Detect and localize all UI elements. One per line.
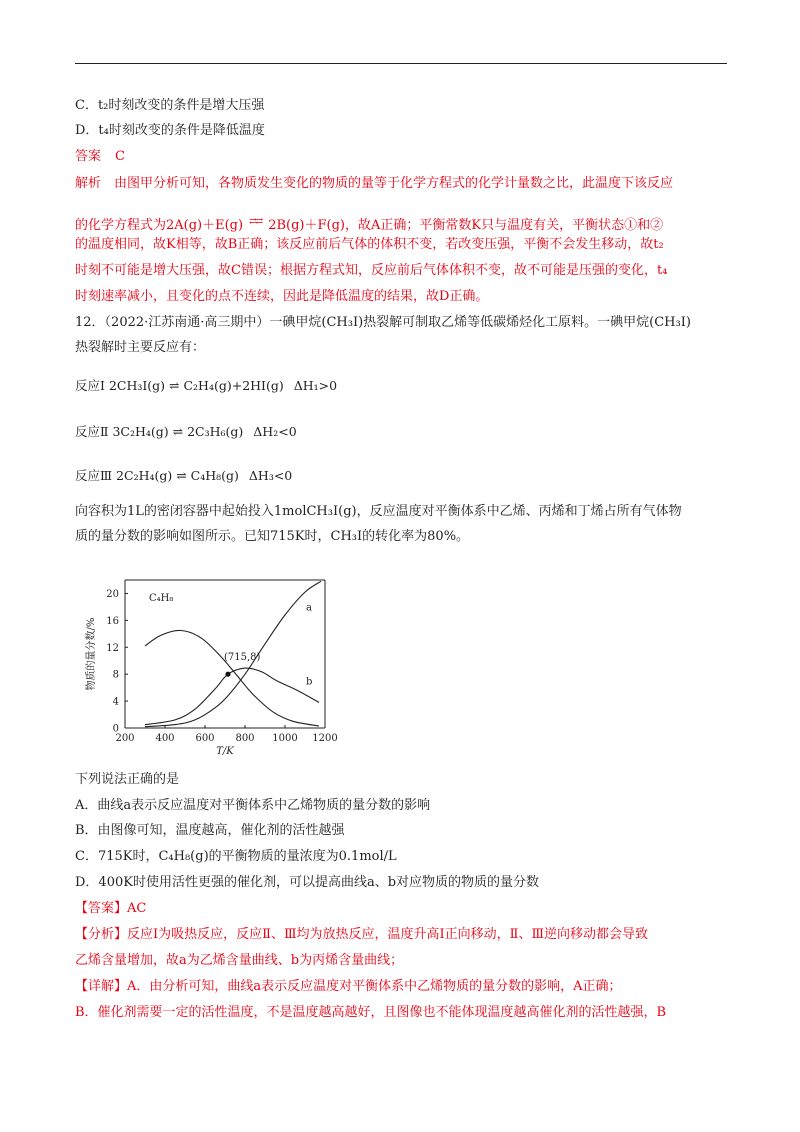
- reaction-label: 反应Ⅲ: [75, 468, 113, 483]
- fraction-vs-temperature-chart: [80, 572, 340, 772]
- reaction-enthalpy: ΔH₁>0: [293, 378, 338, 393]
- y-tick-label: 16: [106, 615, 119, 627]
- y-tick-label: 12: [106, 642, 119, 654]
- chart-svg: [80, 572, 340, 772]
- reaction-enthalpy: ΔH₂<0: [253, 424, 297, 439]
- y-axis-label: 物质的量分数/%: [86, 617, 97, 691]
- x-tick-label: 1200: [312, 733, 338, 744]
- x-tick-label: 800: [235, 733, 255, 744]
- y-tick-label: 0: [112, 723, 119, 735]
- option-d: D．400K时使用活性更强的催化剂，可以提高曲线a、b对应物质的物质的量分数: [75, 875, 540, 890]
- prev-analysis-line-5: 时刻速率减小，且变化的点不连续，因此是降低温度的结果，故D正确。: [75, 289, 489, 304]
- y-tick-label: 8: [112, 669, 119, 681]
- series-label-b: b: [306, 676, 313, 688]
- x-tick-label: 600: [195, 733, 215, 744]
- reaction-label: 反应Ⅱ: [75, 424, 109, 439]
- solution-analysis-cont: 乙烯含量增加，故a为乙烯含量曲线、b为丙烯含量曲线；: [75, 953, 404, 968]
- x-tick-label: 400: [155, 733, 175, 744]
- prev-option-d: D．t₄时刻改变的条件是降低温度: [75, 123, 265, 138]
- reaction-label: 反应Ⅰ: [75, 378, 105, 393]
- reaction-equation: 2CH₃I(g) ⇌ C₂H₄(g)+2HI(g): [108, 378, 284, 393]
- x-tick-label: 1000: [272, 733, 298, 744]
- y-tick-label: 4: [112, 696, 119, 708]
- context-line-2: 质的量分数的影响如图所示。已知715K时，CH₃I的转化率为80%。: [75, 529, 470, 544]
- annotation-label: (715,8): [224, 652, 261, 664]
- question-stem-2: 热裂解时主要反应有：: [75, 340, 206, 355]
- reaction-equation: 2C₂H₄(g) ⇌ C₄H₈(g): [116, 468, 239, 483]
- reaction-2: [75, 422, 297, 440]
- answer-value: C: [115, 149, 125, 164]
- question-stem-1: 12．（2022·江苏南通·高三期中）一碘甲烷(CH₃I)热裂解可制取乙烯等低碳烯烃化工原料。一碘甲烷(CH₃I): [75, 315, 691, 330]
- equilibrium-arrow-icon: ⇄⇄: [249, 217, 263, 227]
- prev-analysis-line-1: 解析 由图甲分析可知，各物质发生变化的物质的量等于化学方程式的化学计量数之比，此温度下该反应: [75, 176, 674, 191]
- prev-analysis-line-4: 时刻不可能是增大压强，故C错误；根据方程式知，反应前后气体体积不变，故不可能是压强的变化，t₄: [75, 263, 668, 278]
- equation-left: 的化学方程式为2A(g)＋E(g): [75, 218, 244, 233]
- solution-answer: 【答案】AC: [75, 901, 147, 916]
- x-tick-label: 200: [115, 733, 135, 744]
- solution-detail-2: B．催化剂需要一定的活性温度，不是温度越高越好，且图像也不能体现温度越高催化剂的活性越强，B: [75, 1005, 667, 1020]
- header-rule: [75, 63, 727, 64]
- question-prompt: 下列说法正确的是: [75, 772, 180, 787]
- series-line-C₄H₈: [145, 630, 319, 726]
- option-b: B．由图像可知，温度越高，催化剂的活性越强: [75, 823, 345, 838]
- reaction-equation: 3C₂H₄(g) ⇌ 2C₃H₆(g): [112, 424, 244, 439]
- series-label-c4h8: C₄H₈: [149, 592, 174, 604]
- series-line-b: [145, 668, 319, 725]
- context-line-1: 向容积为1L的密闭容器中起始投入1molCH₃I(g)，反应温度对平衡体系中乙烯、丙烯和丁烯占所有气体物: [75, 504, 682, 519]
- reaction-3: [75, 466, 292, 484]
- y-tick-label: 20: [106, 588, 119, 600]
- answer-label: 答案: [75, 149, 102, 164]
- prev-analysis-line-3: 的温度相同，故K相等，故B正确；该反应前后气体的体积不变，若改变压强，平衡不会发生移动，故t₂: [75, 237, 664, 252]
- equation-right: 2B(g)＋F(g)，故A正确；平衡常数K只与温度有关，平衡状态①和②: [268, 218, 664, 233]
- prev-analysis-line-2: [75, 213, 663, 235]
- prev-answer: [75, 148, 125, 166]
- series-label-a: a: [306, 602, 312, 614]
- prev-option-c: C．t₂时刻改变的条件是增大压强: [75, 98, 265, 113]
- solution-analysis: 【分析】反应Ⅰ为吸热反应，反应Ⅱ、Ⅲ均为放热反应，温度升高Ⅰ正向移动，Ⅱ、Ⅲ逆向移动都会导致: [75, 927, 649, 942]
- option-c: C．715K时，C₄H₈(g)的平衡物质的量浓度为0.1mol/L: [75, 849, 397, 864]
- solution-detail-1: 【详解】A．由分析可知，曲线a表示反应温度对平衡体系中乙烯物质的量分数的影响，A正确；: [75, 979, 622, 994]
- option-a: A．曲线a表示反应温度对平衡体系中乙烯物质的量分数的影响: [75, 798, 431, 813]
- reaction-1: [75, 376, 337, 394]
- x-axis-label: T/K: [216, 746, 234, 757]
- annotation-point: [225, 672, 230, 677]
- reaction-enthalpy: ΔH₃<0: [248, 468, 293, 483]
